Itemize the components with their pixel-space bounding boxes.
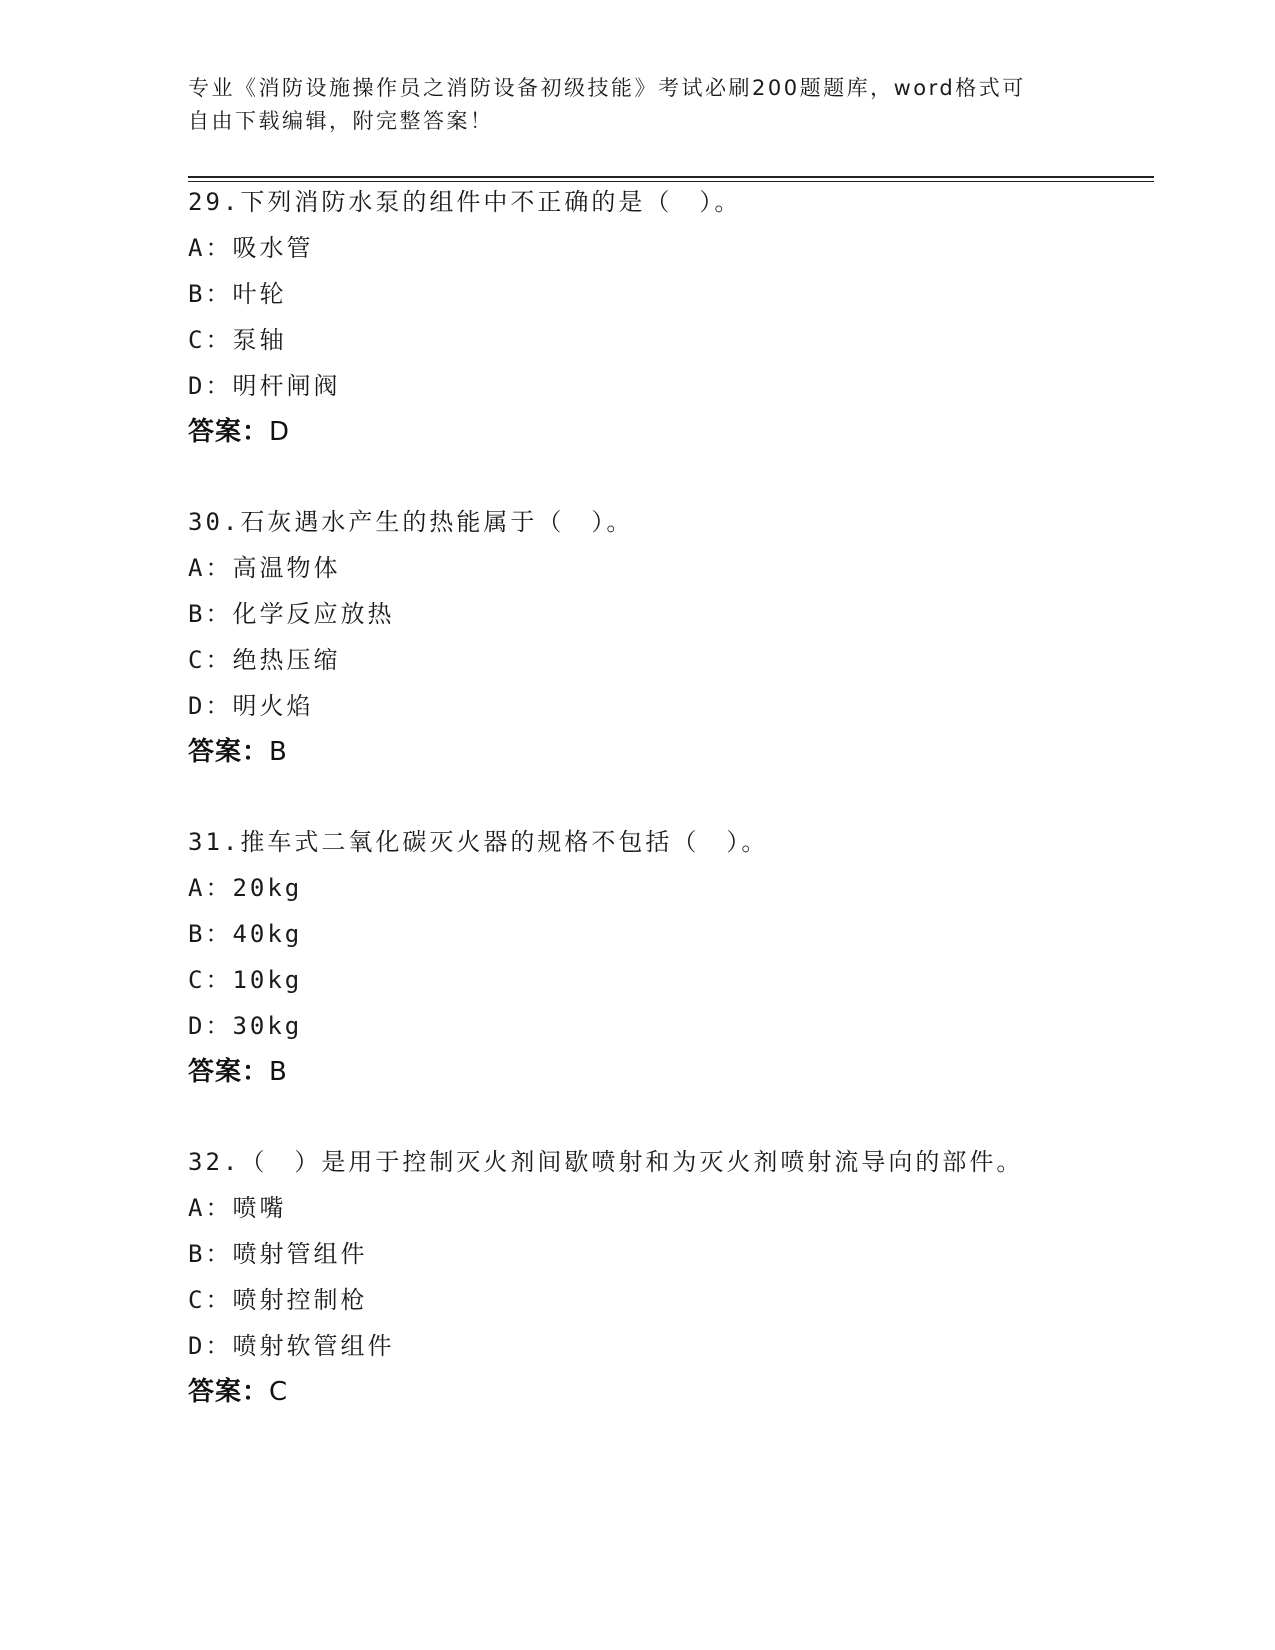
option-c: C：绝热压缩 bbox=[188, 646, 341, 674]
answer-value: B bbox=[269, 737, 287, 767]
question-stem: 30.石灰遇水产生的热能属于（ ）。 bbox=[188, 508, 634, 536]
option-c: C：喷射控制枪 bbox=[188, 1286, 368, 1314]
question-32 bbox=[188, 1139, 1148, 1415]
option-a: A：喷嘴 bbox=[188, 1194, 287, 1222]
answer-line bbox=[188, 1049, 1148, 1095]
option-b: B：化学反应放热 bbox=[188, 600, 395, 628]
answer-label: 答案： bbox=[188, 737, 270, 767]
option-b: B：叶轮 bbox=[188, 280, 287, 308]
option-d: D：明杆闸阀 bbox=[188, 372, 341, 400]
option-d: D：喷射软管组件 bbox=[188, 1332, 395, 1360]
option-a: A：高温物体 bbox=[188, 554, 341, 582]
answer-line bbox=[188, 409, 1148, 455]
answer-label: 答案： bbox=[188, 417, 270, 447]
answer-line bbox=[188, 729, 1148, 775]
option-b: B：40kg bbox=[188, 920, 303, 948]
header-divider-thick bbox=[188, 176, 1154, 178]
option-c: C：泵轴 bbox=[188, 326, 287, 354]
question-29 bbox=[188, 179, 1148, 455]
option-a: A：吸水管 bbox=[188, 234, 314, 262]
header-line-2: 自由下载编辑，附完整答案！ bbox=[188, 109, 494, 133]
option-b: B：喷射管组件 bbox=[188, 1240, 368, 1268]
answer-line bbox=[188, 1369, 1148, 1415]
question-stem: 32.（ ）是用于控制灭火剂间歇喷射和为灭火剂喷射流导向的部件。 bbox=[188, 1148, 1024, 1176]
question-stem: 31.推车式二氧化碳灭火器的规格不包括（ ）。 bbox=[188, 828, 769, 856]
question-31 bbox=[188, 819, 1148, 1095]
answer-value: D bbox=[269, 417, 290, 447]
answer-value: C bbox=[269, 1377, 288, 1407]
question-stem: 29.下列消防水泵的组件中不正确的是（ ）。 bbox=[188, 188, 742, 216]
option-d: D：明火焰 bbox=[188, 692, 314, 720]
option-c: C：10kg bbox=[188, 966, 303, 994]
question-30 bbox=[188, 499, 1148, 775]
option-d: D：30kg bbox=[188, 1012, 303, 1040]
answer-value: B bbox=[269, 1057, 287, 1087]
document-header bbox=[188, 72, 1068, 138]
answer-label: 答案： bbox=[188, 1057, 270, 1087]
option-a: A：20kg bbox=[188, 874, 303, 902]
header-line-1: 专业《消防设施操作员之消防设备初级技能》考试必刷200题题库，word格式可 bbox=[188, 76, 1026, 100]
answer-label: 答案： bbox=[188, 1377, 270, 1407]
